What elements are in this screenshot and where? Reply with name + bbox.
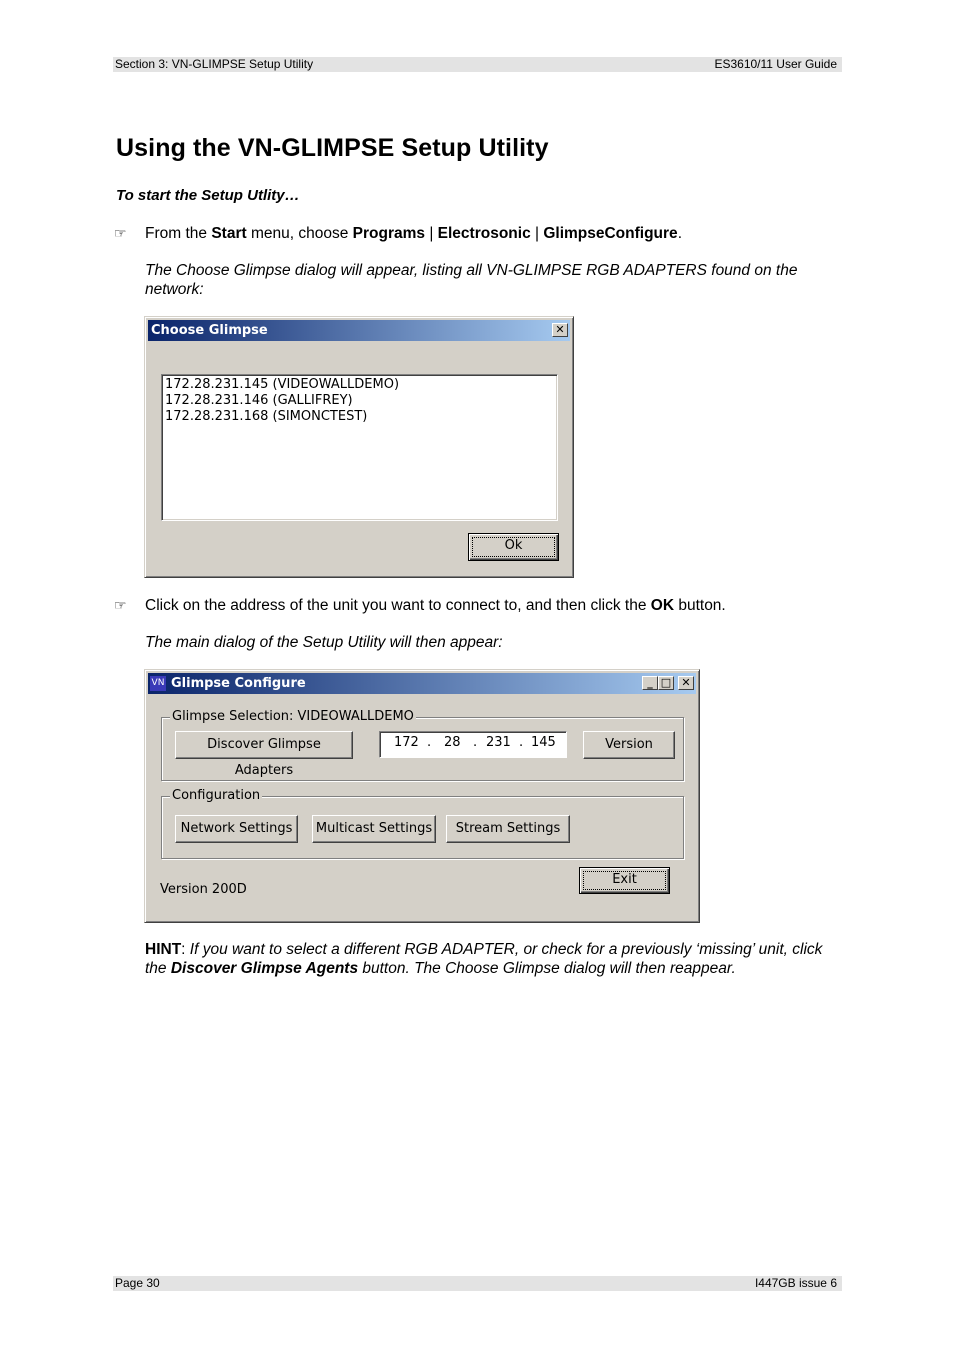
note-choose-dialog: The Choose Glimpse dialog will appear, listing all VN-GLIMPSE RGB ADAPTERS found on the network: (145, 262, 798, 298)
glimpse-configure-dialog (144, 669, 700, 923)
page-footer (113, 1276, 842, 1291)
multicast-settings-button[interactable]: Multicast Settings (312, 815, 436, 843)
dialog-title: Choose Glimpse (151, 323, 268, 338)
version-text: Version 200D (160, 882, 247, 897)
step-1-text: From the Start menu, choose Programs | Electrosonic | GlimpseConfigure. (145, 225, 682, 242)
exit-button[interactable]: Exit (579, 867, 670, 894)
close-icon[interactable]: ✕ (678, 676, 694, 690)
header-guide: ES3610/11 User Guide (714, 57, 837, 71)
page-title: Using the VN-GLIMPSE Setup Utility (116, 134, 549, 162)
footer-page-number: Page 30 (115, 1276, 160, 1290)
ip-octet-3: 231 (486, 735, 511, 750)
ip-address-field[interactable] (379, 731, 567, 758)
pointing-hand-icon: ☞ (114, 597, 127, 613)
note-main-dialog: The main dialog of the Setup Utility will then appear: (145, 634, 503, 651)
list-item[interactable]: 172.28.231.145 (VIDEOWALLDEMO) (165, 377, 400, 392)
dialog-title: Glimpse Configure (171, 676, 306, 691)
ip-octet-4: 145 (531, 735, 556, 750)
step-2-text: Click on the address of the unit you want to connect to, and then click the OK button. (145, 597, 726, 614)
ip-separator: . (519, 735, 524, 750)
close-icon[interactable]: ✕ (552, 323, 568, 337)
footer-issue: I447GB issue 6 (754, 1276, 837, 1290)
configuration-label: Configuration (172, 788, 261, 803)
ip-octet-2: 28 (444, 735, 461, 750)
choose-glimpse-titlebar (148, 320, 570, 341)
glimpse-selection-label: Glimpse Selection: VIDEOWALLDEMO (172, 709, 414, 724)
discover-glimpse-adapters-button[interactable]: Discover Glimpse Adapters (175, 731, 353, 759)
pointing-hand-icon: ☞ (114, 225, 127, 241)
page-header (113, 57, 842, 72)
app-icon: VN (150, 676, 166, 691)
ip-octet-1: 172 (394, 735, 419, 750)
glimpse-configure-titlebar (148, 673, 696, 694)
list-item[interactable]: 172.28.231.168 (SIMONCTEST) (165, 409, 368, 424)
header-section: Section 3: VN-GLIMPSE Setup Utility (115, 57, 314, 71)
minimize-icon[interactable]: _ (642, 676, 658, 690)
stream-settings-button[interactable]: Stream Settings (446, 815, 570, 843)
version-button[interactable]: Version (583, 731, 675, 759)
ip-separator: . (427, 735, 432, 750)
maximize-icon[interactable]: □ (658, 676, 674, 690)
adapter-list[interactable] (161, 374, 558, 521)
ok-button[interactable]: Ok (468, 533, 559, 561)
list-item[interactable]: 172.28.231.146 (GALLIFREY) (165, 393, 353, 408)
network-settings-button[interactable]: Network Settings (175, 815, 298, 843)
choose-glimpse-dialog (144, 316, 574, 578)
hint-text: HINT: If you want to select a different RGB ADAPTER, or check for a previously ‘missing’ unit, click the Discover Glimpse Agents button. The Choose Glimpse dialog will then reappear. (145, 941, 823, 977)
ip-separator: . (473, 735, 478, 750)
subheading: To start the Setup Utlity… (116, 187, 300, 204)
